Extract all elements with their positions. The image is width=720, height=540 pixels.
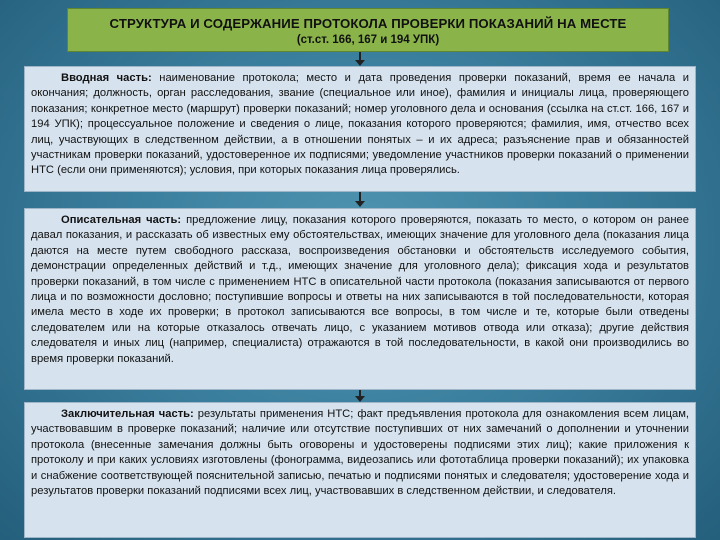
page-title: СТРУКТУРА И СОДЕРЖАНИЕ ПРОТОКОЛА ПРОВЕРКИ ПОКАЗАНИЙ НА МЕСТЕ [109, 16, 627, 31]
arrow-down-icon [359, 52, 361, 61]
conclusion-heading: Заключительная часть: [61, 408, 194, 420]
arrow-down-icon [359, 390, 361, 397]
intro-section [24, 66, 696, 192]
description-paragraph [31, 213, 689, 367]
description-section [24, 208, 696, 390]
description-heading: Описательная часть: [61, 214, 182, 226]
title-box [67, 8, 669, 52]
intro-text: наименование протокола; место и дата проведения проверки показаний, время ее начала и окончания; должность, орган расследования, звание (специальное или иное), фамилия и инициалы лица, проверяющего показания; конкретное место (маршрут) проверки показаний; номер уголовного дела и основания (ссылка на ст.ст. 166, 167 и 194 УПК); процессуальное положение и сведения о лице, показания которого проверяются; фамилия, имя, отчество всех лиц, участвующих в следственном действии, а в отношении понятых – и их адреса; разъяснение прав и обязанностей участникам проверки показаний, удостоверенное их подписями; уведомление участников проверки показаний о применении НТС (если они применяются); условия, при которых показания лица проверялись. [31, 72, 690, 177]
intro-heading: Вводная часть: [61, 72, 152, 84]
conclusion-section [24, 402, 696, 538]
conclusion-paragraph [31, 407, 689, 499]
description-text: предложение лицу, показания которого проверяются, показать то место, о котором он ранее давал показания, и рассказать об известных ему обстоятельствах, имеющих значение для уголовного дела (показания лица даются на месте путем свободного рассказа, воспроизведения обстановки и обстоятельств исследуемого события, демонстрации определенных действий и т.д., имеющих значение для уголовного дела); фиксация хода и результатов проверки показаний, в том числе с применением НТС в описательной части протокола (показания записываются от первого лица и по возможности дословно; поступившие вопросы и ответы на них записываются в той последовательности, которая имела место в ходе их проверки; в протокол записываются все вопросы, в том числе и те, которые были отведены следователем или на которые отказалось отвечать лицо, с указанием мотивов отвода или отказа); другие действия следователя и иных лиц (например, специалиста) отражаются в той последовательности, в какой они производились во время проверки показаний. [31, 214, 690, 365]
conclusion-text: результаты применения НТС; факт предъявления протокола для ознакомления всем лицам, участвовавшим в проверке показаний; наличие или отсутствие поступивших от них замечаний о дополнении и уточнении протокола (внесенные замечания должны быть оговорены и удостоверены подписями этих лиц); какие приложения к протоколу и при каких условиях изготовлены (фонограмма, видеозапись или фототаблица проверки показаний); их упаковка и снабжение соответствующей пояснительной записью, печатью и подписями понятых и следователя; удостоверение хода и результатов проверки показаний подписями всех лиц, участвовавших в следственном действии, и следователя. [31, 408, 689, 498]
intro-paragraph [31, 71, 689, 179]
page-subtitle: (ст.ст. 166, 167 и 194 УПК) [296, 34, 440, 46]
arrow-down-icon [359, 192, 361, 202]
